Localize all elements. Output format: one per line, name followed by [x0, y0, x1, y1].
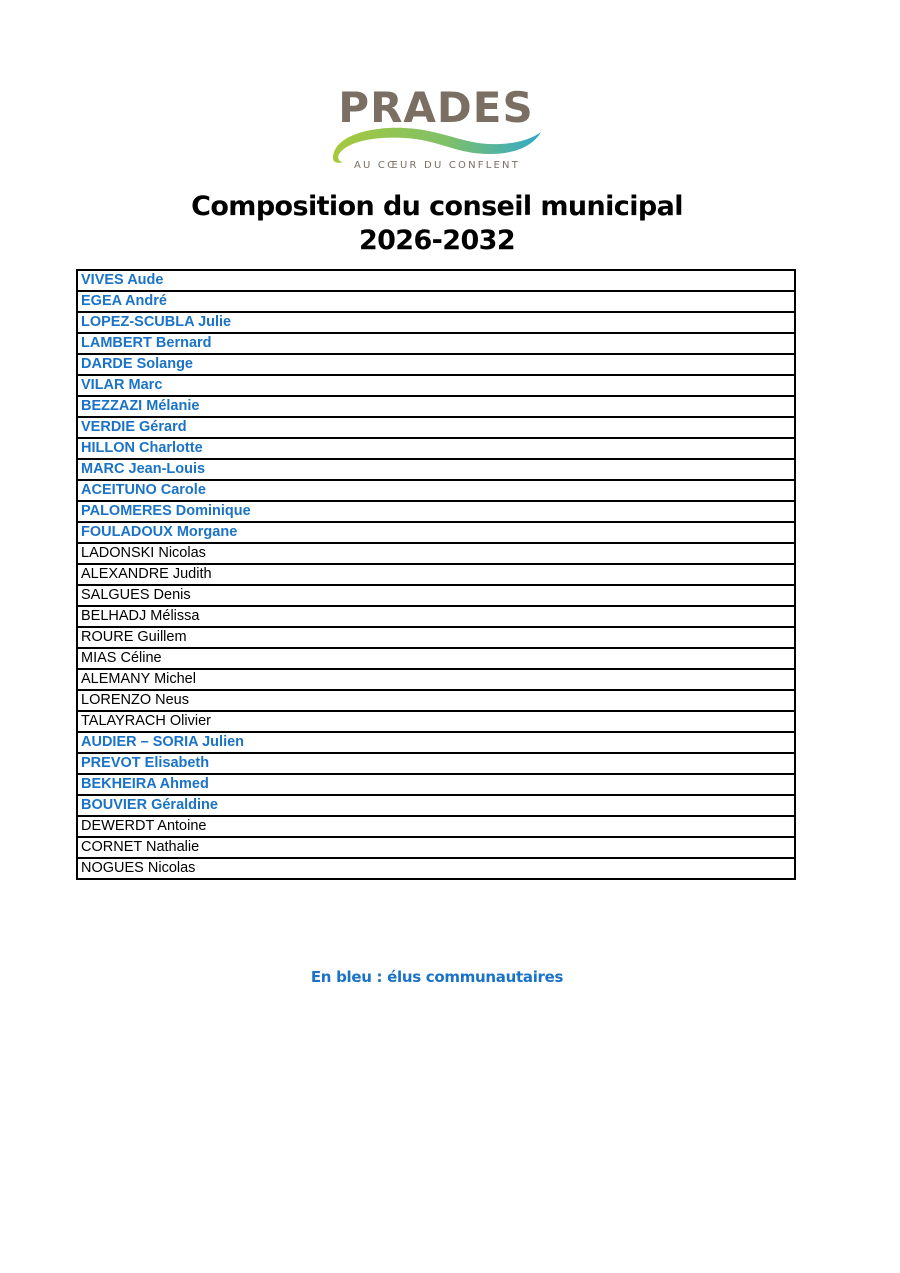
- member-name: BEZZAZI Mélanie: [77, 396, 795, 417]
- member-name: PREVOT Elisabeth: [77, 753, 795, 774]
- prades-logo: [325, 80, 547, 176]
- logo-wave: [333, 128, 541, 163]
- title-line-1: Composition du conseil municipal: [191, 191, 683, 222]
- table-row: [77, 459, 795, 480]
- member-name: ALEMANY Michel: [77, 669, 795, 690]
- member-name: BOUVIER Géraldine: [77, 795, 795, 816]
- member-name: SALGUES Denis: [77, 585, 795, 606]
- member-name: MIAS Céline: [77, 648, 795, 669]
- table-row: [77, 417, 795, 438]
- table-row: [77, 816, 795, 837]
- member-name: TALAYRACH Olivier: [77, 711, 795, 732]
- member-name: LAMBERT Bernard: [77, 333, 795, 354]
- title-line-2: 2026-2032: [358, 225, 516, 256]
- table-row: [77, 543, 795, 564]
- council-members-table: [76, 269, 796, 880]
- table-row: [77, 333, 795, 354]
- member-name: BEKHEIRA Ahmed: [77, 774, 795, 795]
- table-row: [77, 312, 795, 333]
- table-row: [77, 648, 795, 669]
- table-row: [77, 522, 795, 543]
- table-row: [77, 690, 795, 711]
- member-name: VILAR Marc: [77, 375, 795, 396]
- table-row: [77, 606, 795, 627]
- member-name: ALEXANDRE Judith: [77, 564, 795, 585]
- member-name: DARDE Solange: [77, 354, 795, 375]
- table-row: [77, 564, 795, 585]
- table-row: [77, 627, 795, 648]
- member-name: ACEITUNO Carole: [77, 480, 795, 501]
- table-row: [77, 753, 795, 774]
- table-row: [77, 354, 795, 375]
- table-row: [77, 480, 795, 501]
- member-name: HILLON Charlotte: [77, 438, 795, 459]
- table-row: [77, 291, 795, 312]
- members-list: [77, 270, 795, 879]
- member-name: BELHADJ Mélissa: [77, 606, 795, 627]
- table-row: [77, 774, 795, 795]
- table-row: [77, 795, 795, 816]
- member-name: LADONSKI Nicolas: [77, 543, 795, 564]
- member-name: VERDIE Gérard: [77, 417, 795, 438]
- member-name: LORENZO Neus: [77, 690, 795, 711]
- member-name: EGEA André: [77, 291, 795, 312]
- legend-note: En bleu : élus communautaires: [310, 968, 564, 986]
- member-name: LOPEZ-SCUBLA Julie: [77, 312, 795, 333]
- table-row: [77, 585, 795, 606]
- page-title: [0, 190, 874, 258]
- table-row: [77, 837, 795, 858]
- table-row: [77, 438, 795, 459]
- logo-tagline: AU CŒUR DU CONFLENT: [353, 160, 521, 171]
- table-row: [77, 270, 795, 291]
- member-name: CORNET Nathalie: [77, 837, 795, 858]
- member-name: DEWERDT Antoine: [77, 816, 795, 837]
- table-row: [77, 711, 795, 732]
- member-name: ROURE Guillem: [77, 627, 795, 648]
- table-row: [77, 375, 795, 396]
- member-name: PALOMERES Dominique: [77, 501, 795, 522]
- table-row: [77, 501, 795, 522]
- member-name: MARC Jean-Louis: [77, 459, 795, 480]
- table-row: [77, 396, 795, 417]
- table-row: [77, 858, 795, 879]
- member-name: AUDIER – SORIA Julien: [77, 732, 795, 753]
- member-name: VIVES Aude: [77, 270, 795, 291]
- table-row: [77, 669, 795, 690]
- member-name: NOGUES Nicolas: [77, 858, 795, 879]
- table-row: [77, 732, 795, 753]
- member-name: FOULADOUX Morgane: [77, 522, 795, 543]
- logo-wordmark: PRADES: [338, 83, 534, 132]
